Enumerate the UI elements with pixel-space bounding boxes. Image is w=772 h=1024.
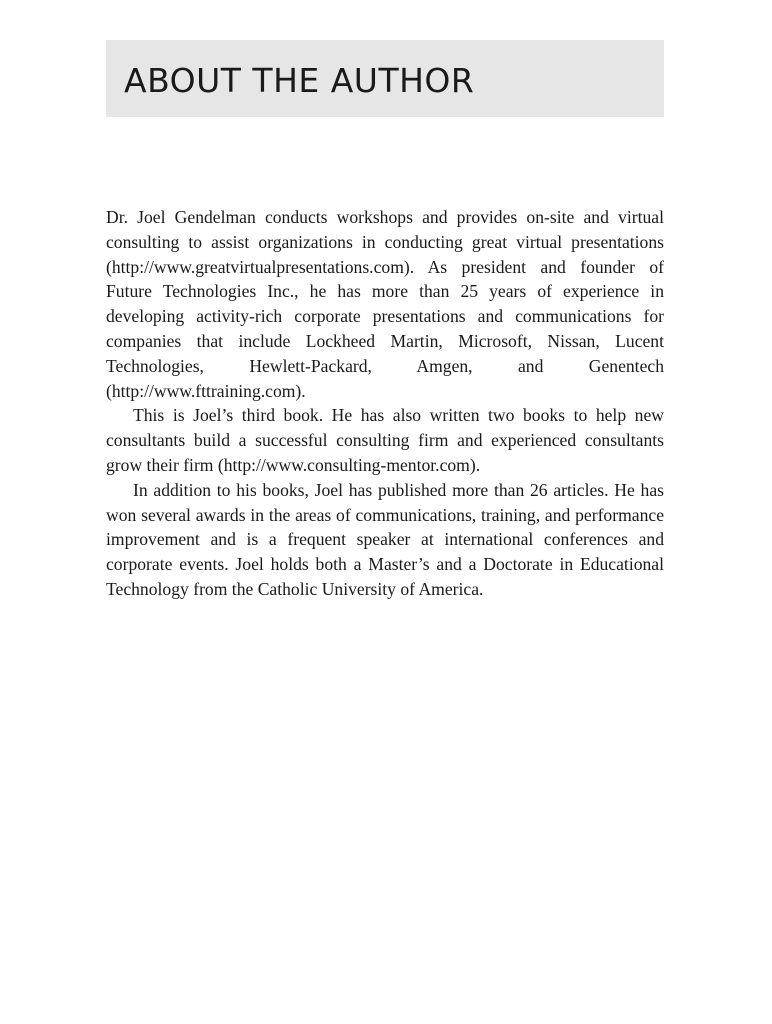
section-title: ABOUT THE AUTHOR: [124, 61, 475, 100]
bio-paragraph-2: This is Joel’s third book. He has also written two books to help new consultants build a successful consulting firm and experienced consultants grow their firm (http://www.consulting-mentor.com).: [106, 405, 664, 475]
section-heading-band: [106, 40, 664, 117]
author-bio: [106, 205, 664, 602]
bio-paragraph-3: In addition to his books, Joel has published more than 26 articles. He has won several awards in the areas of communications, training, and performance improvement and is a frequent speaker at international conferences and corporate events. Joel holds both a Master’s and a Doctorate in Educational Technology from the Catholic University of America.: [106, 479, 664, 599]
bio-paragraph-1: Dr. Joel Gendelman conducts workshops and provides on-site and virtual consulting to assist organizations in conducting great virtual presentations (http://www.greatvirtualpresentations.com). As president and founder of Future Technologies Inc., he has more than 25 years of experience in developing activity-rich corporate presentations and communications for companies that include Lockheed Martin, Microsoft, Nissan, Lucent Technologies, Hewlett-Packard, Amgen, and Genentech (http://www.fttraining.com).: [106, 207, 664, 401]
